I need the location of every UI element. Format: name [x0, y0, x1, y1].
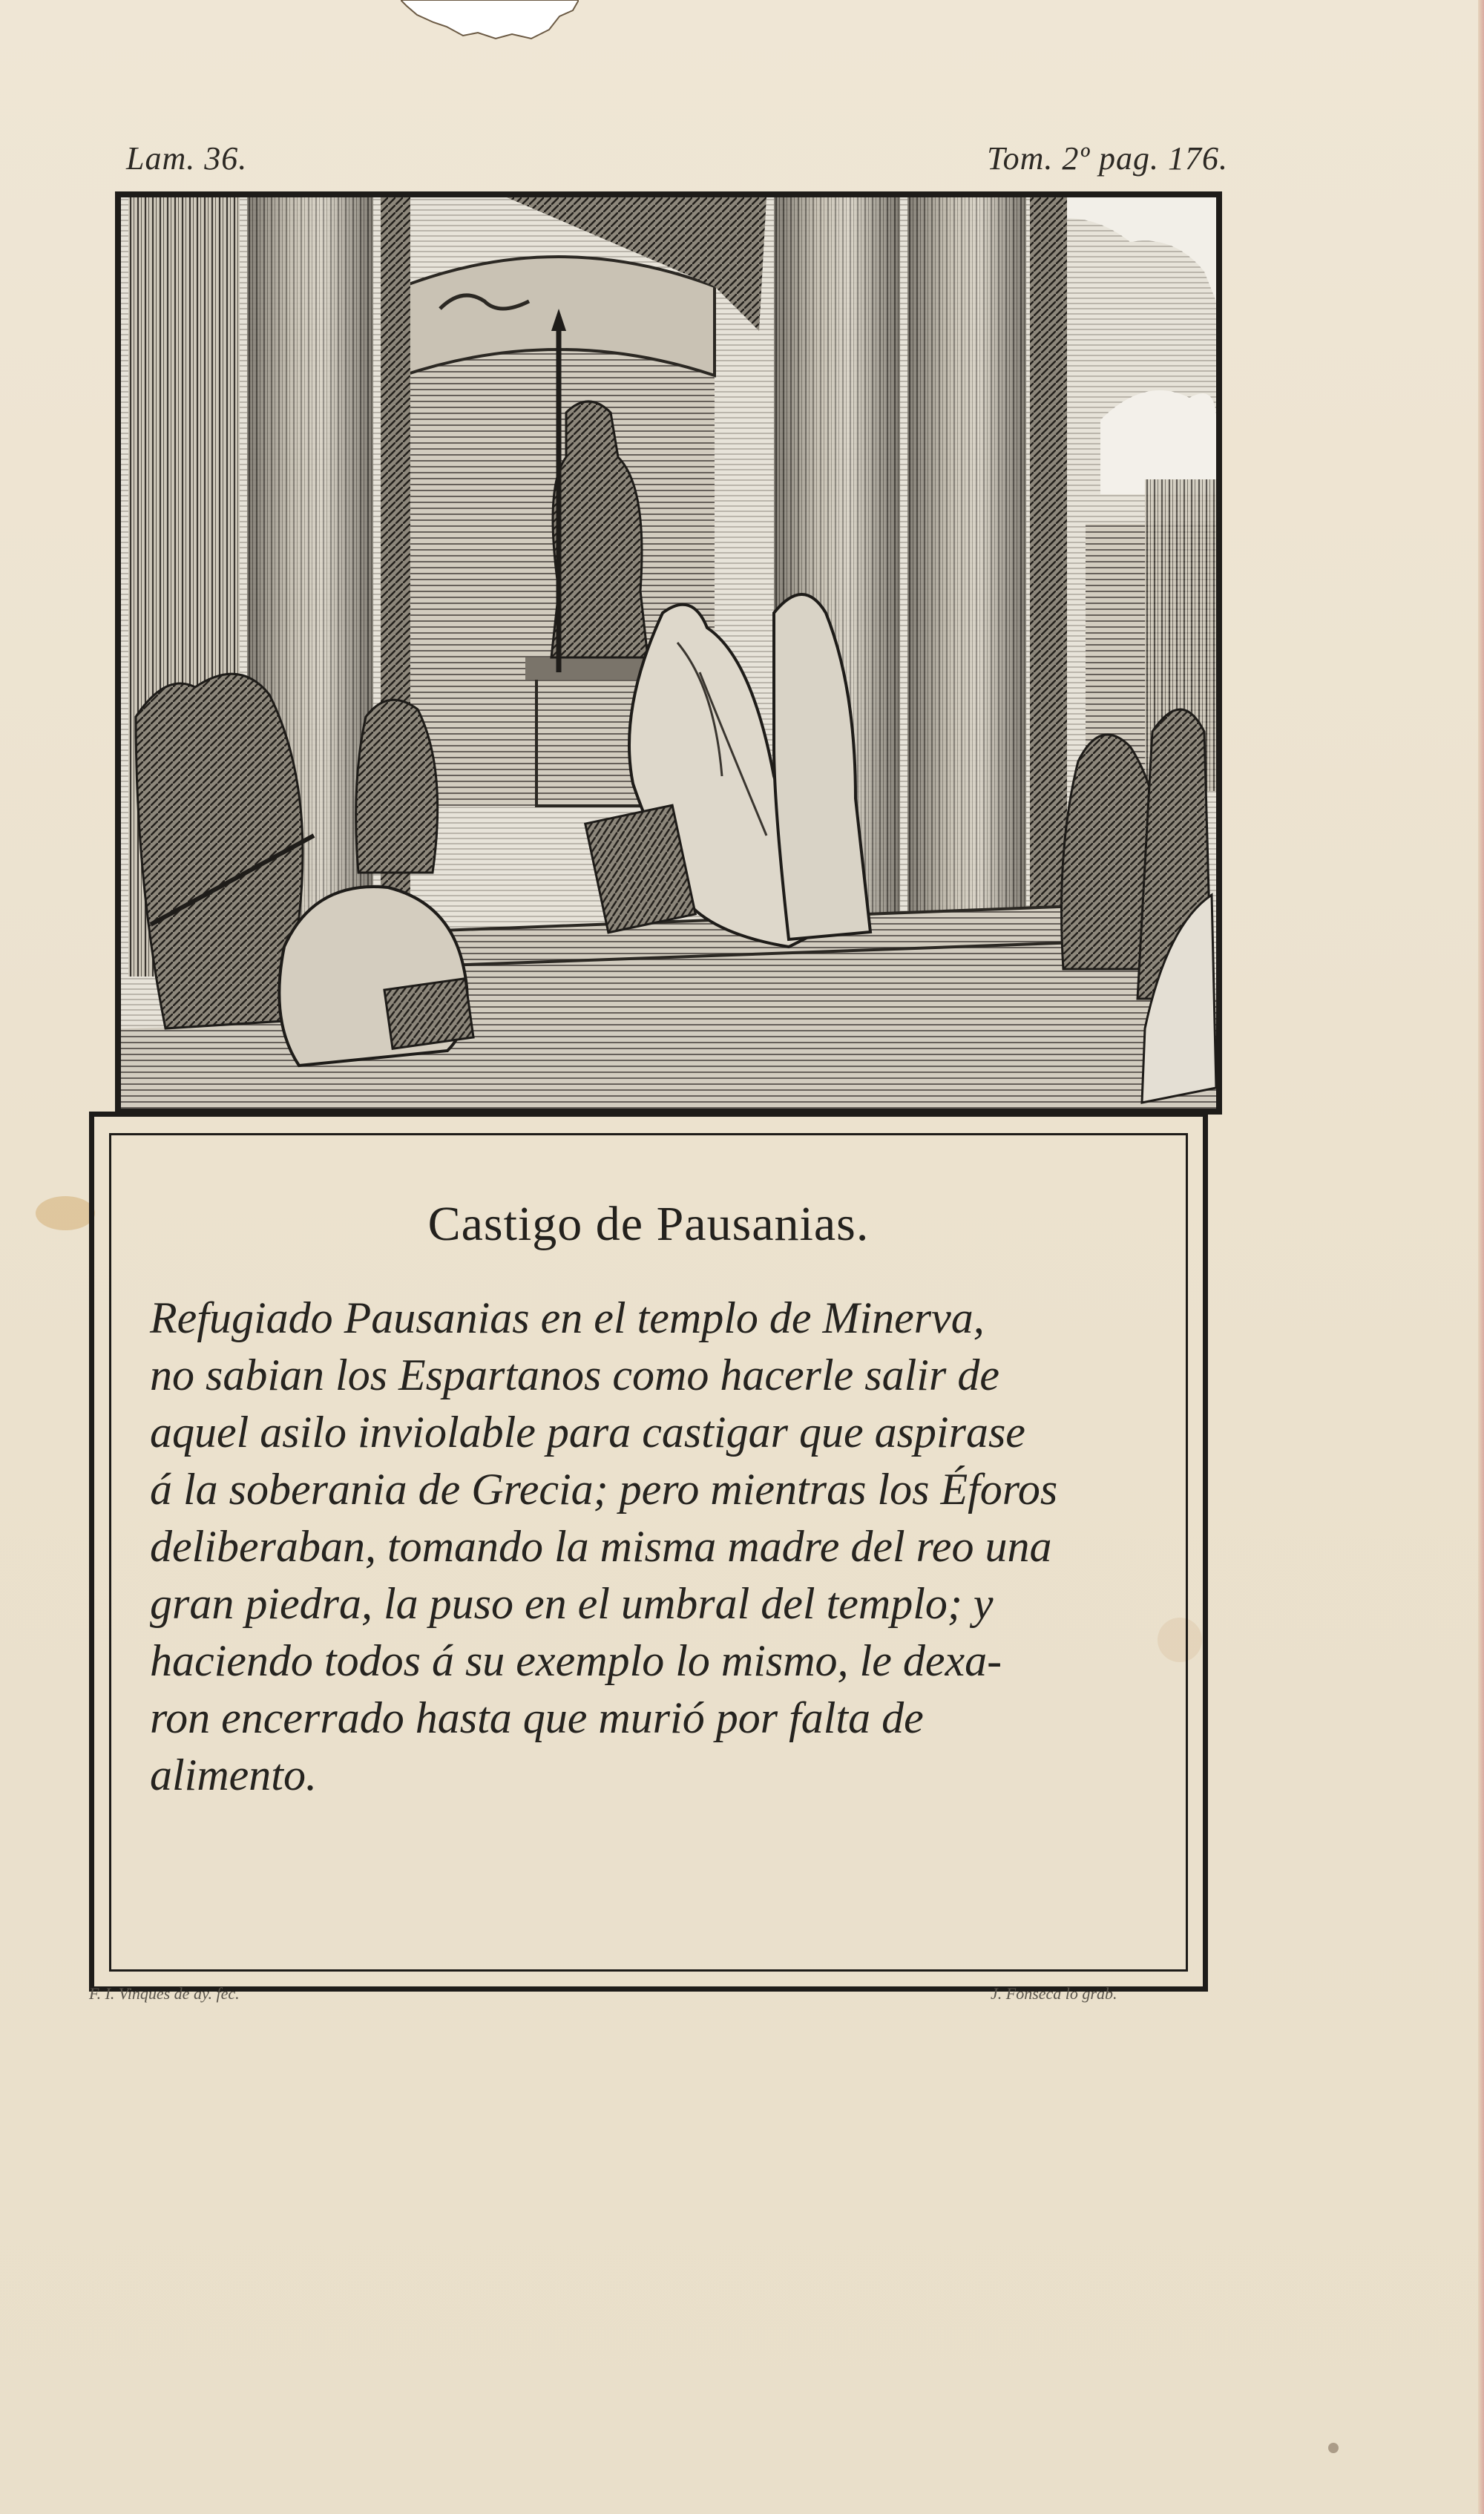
draughtsman-credit: F. I. Vinques de ay. fec.: [89, 1984, 240, 2003]
plate-title: Castigo de Pausanias.: [427, 1197, 870, 1251]
foxing-stain: [1328, 2443, 1339, 2453]
caption-line: gran piedra, la puso en el umbral del templo; y: [150, 1579, 994, 1628]
caption-line: deliberaban, tomando la misma madre del reo una: [150, 1522, 1052, 1571]
caption-inner-frame: [109, 1133, 1188, 1972]
caption-line: Refugiado Pausanias en el templo de Minerva,: [150, 1293, 985, 1342]
caption-line: haciendo todos á su exemplo lo mismo, le dexa-: [150, 1636, 1002, 1685]
engraving-illustration: [115, 191, 1222, 1115]
temple-scene-image: [121, 197, 1216, 1109]
caption-text: [150, 1290, 1156, 1804]
paper-edge: [1478, 0, 1484, 2514]
caption-line: ron encerrado hasta que murió por falta de: [150, 1693, 924, 1742]
torn-edge: [401, 0, 579, 43]
plate-label: Lam. 36.: [126, 140, 248, 177]
caption-line: aquel asilo inviolable para castigar que aspirase: [150, 1408, 1025, 1457]
engraver-credit: J. Fonseca lo grab.: [991, 1984, 1117, 2003]
caption-frame: [89, 1112, 1208, 1992]
volume-page-label: Tom. 2º pag. 176.: [987, 140, 1228, 177]
foxing-stain: [36, 1196, 95, 1230]
caption-line: á la soberania de Grecia; pero mientras los Éforos: [150, 1465, 1058, 1514]
caption-line: no sabian los Espartanos como hacerle salir de: [150, 1350, 999, 1399]
caption-line: alimento.: [150, 1750, 317, 1799]
